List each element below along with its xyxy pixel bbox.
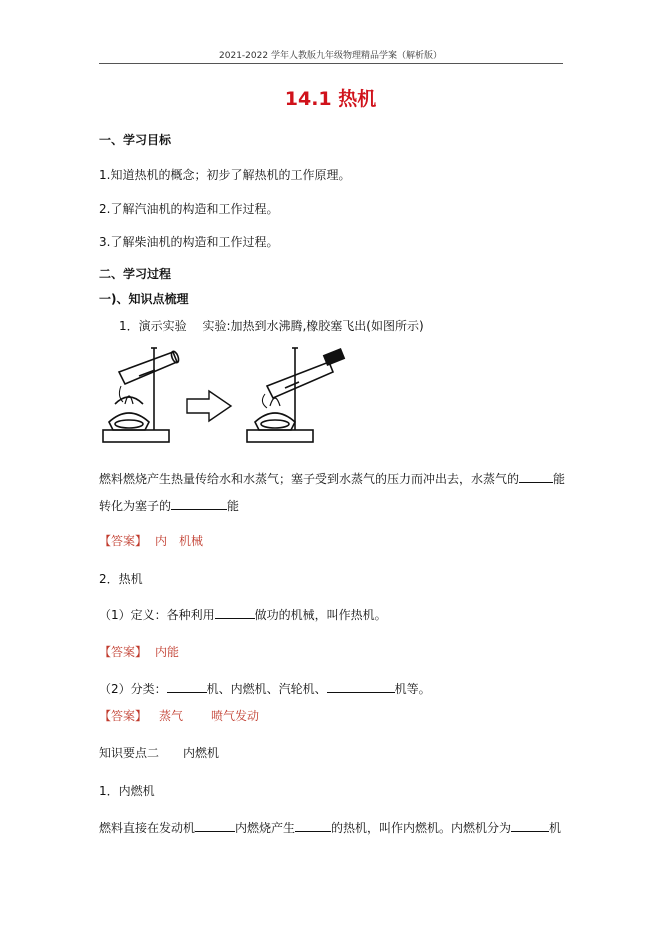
stand-base-left xyxy=(103,430,169,442)
point2-heading: 知识要点二 内燃机 xyxy=(99,746,220,760)
stand-base-right xyxy=(247,430,313,442)
experiment-figure xyxy=(99,346,359,451)
ice-definition-line: 燃料直接在发动机 内燃烧产生 的热机，叫作内燃机。内燃机分为 机 xyxy=(99,821,562,835)
blank xyxy=(519,471,553,483)
blank xyxy=(215,607,255,619)
demo-text: 1．演示实验 实验:加热到水沸腾,橡胶塞飞出(如图所示) xyxy=(119,319,424,333)
blank xyxy=(171,498,227,510)
heat-engine-heading: 2．热机 xyxy=(99,572,143,586)
test-tube-left xyxy=(119,352,177,384)
header-rule xyxy=(99,63,563,64)
blank xyxy=(295,820,331,832)
page-title: 14.1 热机 xyxy=(284,88,377,110)
page-header: 2021-2022 学年人教版九年级物理精品学案（解析版） xyxy=(219,51,442,61)
goal-item: 3.了解柴油机的构造和工作过程。 xyxy=(99,235,279,249)
blank xyxy=(327,681,395,693)
process-heading: 二、学习过程 xyxy=(99,267,172,281)
blank xyxy=(511,820,549,832)
sub-heading: 一)、知识点梳理 xyxy=(99,292,189,306)
goals-heading: 一、学习目标 xyxy=(99,133,172,147)
test-tube-right xyxy=(267,362,333,398)
blank xyxy=(167,681,207,693)
blank xyxy=(195,820,235,832)
answer-line: 【答案】 蒸气 喷气发动 xyxy=(99,709,260,723)
answer-line: 【答案】 内能 xyxy=(99,645,180,659)
goal-item: 1.知道热机的概念；初步了解热机的工作原理。 xyxy=(99,168,351,182)
question-line: 燃料燃烧产生热量传给水和水蒸气；塞子受到水蒸气的压力而冲出去，水蒸气的 能 xyxy=(99,472,566,486)
arrow-icon xyxy=(187,391,231,421)
answer-line: 【答案】 内 机械 xyxy=(99,534,204,548)
definition-line: （1）定义：各种利用 做功的机械，叫作热机。 xyxy=(99,608,387,622)
ice-heading: 1．内燃机 xyxy=(99,784,155,798)
question-line: 转化为塞子的 能 xyxy=(99,499,240,513)
classification-line: （2）分类： 机、内燃机、汽轮机、 机等。 xyxy=(99,682,431,696)
goal-item: 2.了解汽油机的构造和工作过程。 xyxy=(99,202,279,216)
